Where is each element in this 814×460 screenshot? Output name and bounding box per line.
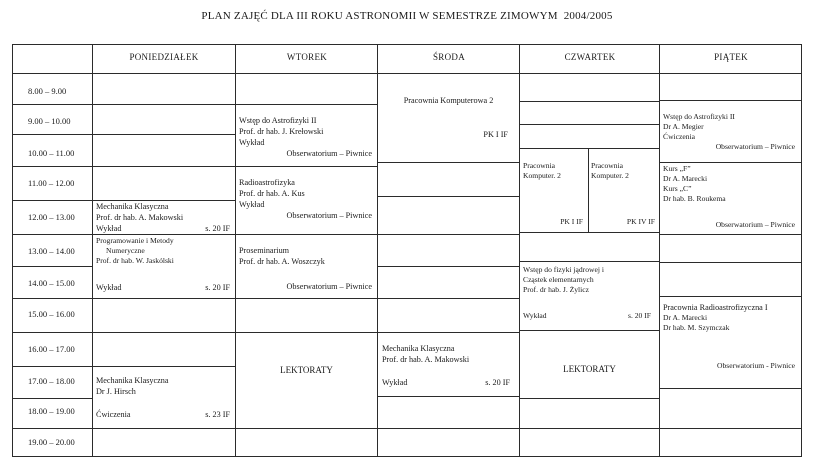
- grid-line: [235, 104, 377, 105]
- grid-line: [12, 200, 92, 201]
- grid-line: [12, 44, 802, 45]
- grid-line: [519, 44, 520, 456]
- time-slot: 10.00 – 11.00: [28, 148, 75, 158]
- grid-line: [12, 398, 92, 399]
- class-block-mon-mechanika-cwiczenia-footer: [96, 409, 232, 420]
- header-thursday: CZWARTEK: [564, 52, 616, 62]
- class-title: Pracownia: [591, 161, 624, 170]
- class-lecturer: Prof. dr hab. J. Żylicz: [523, 285, 590, 294]
- grid-line: [12, 456, 802, 457]
- class-block-tue-proseminarium: [239, 245, 374, 267]
- class-block-wed-mechanika-footer: [382, 377, 510, 388]
- class-title: Mechanika Klasyczna: [96, 376, 169, 385]
- class-block-thu-pracownia-b-room: PK IV IF: [626, 217, 655, 226]
- class-block-thu-lektoraty: LEKTORATY: [563, 364, 616, 374]
- header-wednesday: ŚRODA: [432, 52, 465, 62]
- grid-line: [377, 196, 519, 197]
- class-title: Radioastrofizyka: [239, 178, 295, 187]
- grid-line: [377, 162, 519, 163]
- time-slot: 8.00 – 9.00: [28, 86, 67, 96]
- grid-line: [519, 330, 659, 331]
- time-slot: 17.00 – 18.00: [28, 376, 75, 386]
- time-slot: 18.00 – 19.00: [28, 406, 75, 416]
- grid-line: [588, 148, 589, 232]
- class-lecturer: Dr A. Marecki: [663, 174, 708, 183]
- class-title: Wstęp do fizyki jądrowej i: [523, 265, 604, 274]
- grid-line: [12, 73, 802, 74]
- time-slot: 19.00 – 20.00: [28, 437, 75, 447]
- class-type: Wykład: [523, 311, 547, 320]
- grid-line: [659, 262, 801, 263]
- class-lecturer: Prof. dr hab. A. Woszczyk: [239, 257, 325, 266]
- class-room: s. 20 IF: [485, 378, 510, 387]
- time-slot: 11.00 – 12.00: [28, 178, 75, 188]
- class-block-thu-fizyka-jadrowa-footer: [523, 311, 651, 321]
- grid-line: [519, 261, 659, 262]
- class-block-fri-astrofizyka: [663, 112, 799, 152]
- grid-line: [659, 100, 801, 101]
- grid-line: [377, 234, 519, 235]
- grid-line: [235, 166, 377, 167]
- class-type: Wykład: [382, 378, 408, 387]
- header-monday: PONIEDZIAŁEK: [129, 52, 199, 62]
- grid-line: [519, 428, 659, 429]
- grid-line: [235, 428, 377, 429]
- class-block-mon-programowanie: [96, 236, 232, 266]
- grid-line: [92, 298, 235, 299]
- class-lecturer: Prof. dr hab. A. Kus: [239, 189, 305, 198]
- class-lecturer: Dr hab. M. Szymczak: [663, 323, 730, 332]
- class-block-thu-pracownia-a-room: PK I IF: [560, 217, 583, 226]
- class-title: Pracownia: [523, 161, 556, 170]
- grid-line: [659, 234, 801, 235]
- class-lecturer: Prof. dr hab. A. Makowski: [96, 213, 184, 222]
- grid-line: [659, 44, 660, 456]
- class-block-wed-mechanika: [382, 343, 516, 365]
- title-year: 2004/2005: [563, 10, 613, 22]
- class-title-continued: Numeryczne: [106, 246, 145, 255]
- class-title-continued: Komputer. 2: [523, 171, 561, 180]
- class-title: Proseminarium: [239, 246, 290, 255]
- class-block-thu-pracownia-a: [523, 161, 587, 181]
- grid-line: [92, 44, 93, 456]
- grid-line: [12, 332, 92, 333]
- grid-line: [12, 366, 92, 367]
- grid-line: [92, 366, 235, 367]
- grid-line: [92, 428, 235, 429]
- class-room: Obserwatorium – Piwnice: [286, 149, 372, 158]
- grid-line: [377, 298, 519, 299]
- class-block-tue-astrofizyka: [239, 115, 374, 159]
- time-slot: 12.00 – 13.00: [28, 212, 75, 222]
- class-title-continued: Cząstek elementarnych: [523, 275, 594, 284]
- grid-line: [92, 104, 235, 105]
- grid-line: [235, 298, 377, 299]
- grid-line: [519, 398, 659, 399]
- class-lecturer: Prof. dr hab. A. Makowski: [382, 355, 470, 364]
- time-slot: 16.00 – 17.00: [28, 344, 75, 354]
- class-block-mon-mechanika-wyklad: [96, 201, 232, 234]
- grid-line: [92, 134, 235, 135]
- grid-line: [12, 266, 92, 267]
- grid-line: [659, 388, 801, 389]
- grid-line: [519, 232, 659, 233]
- class-block-fri-pracownia-radio: [663, 302, 801, 333]
- grid-line: [12, 298, 92, 299]
- grid-line: [377, 266, 519, 267]
- class-title: Kurs „F”: [663, 164, 691, 173]
- grid-line: [12, 428, 92, 429]
- class-type: Wykład: [96, 283, 122, 292]
- class-block-tue-radioastrofizyka: [239, 177, 374, 221]
- class-block-mon-mechanika-cwiczenia: [96, 375, 232, 397]
- grid-line: [12, 234, 92, 235]
- grid-line: [519, 124, 659, 125]
- class-title: Mechanika Klasyczna: [96, 202, 169, 211]
- grid-line: [12, 134, 92, 135]
- class-lecturer: Prof. dr hab. J. Krełowski: [239, 127, 324, 136]
- class-type: Ćwiczenia: [663, 132, 696, 141]
- grid-line: [801, 44, 802, 456]
- grid-line: [659, 162, 801, 163]
- class-lecturer: Dr J. Hirsch: [96, 387, 136, 396]
- grid-line: [12, 166, 92, 167]
- class-room: s. 20 IF: [205, 224, 230, 233]
- class-title: Pracownia Radioastrofizyczna I: [663, 303, 768, 312]
- class-block-fri-kursy-room: Obserwatorium – Piwnice: [715, 220, 795, 229]
- time-slot: 9.00 – 10.00: [28, 116, 71, 126]
- class-block-thu-fizyka-jadrowa: [523, 265, 657, 295]
- grid-line: [92, 234, 235, 235]
- class-room: s. 20 IF: [205, 283, 230, 292]
- grid-line: [92, 166, 235, 167]
- class-block-fri-kursy: [663, 164, 799, 204]
- class-type: Wykład: [96, 224, 122, 233]
- class-type: Ćwiczenia: [96, 410, 131, 419]
- grid-line: [377, 396, 519, 397]
- class-title: Programowanie i Metody: [96, 236, 174, 245]
- class-lecturer: Dr A. Marecki: [663, 313, 708, 322]
- class-title: Kurs „C”: [663, 184, 692, 193]
- class-title: Mechanika Klasyczna: [382, 344, 455, 353]
- class-type: Wykład: [239, 138, 265, 147]
- grid-line: [519, 148, 659, 149]
- grid-line: [235, 332, 377, 333]
- grid-line: [235, 44, 236, 456]
- grid-line: [12, 104, 92, 105]
- grid-line: [659, 428, 801, 429]
- grid-line: [519, 101, 659, 102]
- class-room: s. 20 IF: [628, 311, 651, 320]
- class-title: Wstęp do Astrofizyki II: [663, 112, 735, 121]
- class-block-wed-pracownia-title: Pracownia Komputerowa 2: [403, 96, 494, 105]
- class-title-continued: Komputer. 2: [591, 171, 629, 180]
- class-title: Wstęp do Astrofizyki II: [239, 116, 317, 125]
- class-block-tue-proseminarium-room: Obserwatorium – Piwnice: [286, 282, 372, 291]
- class-room: Obserwatorium – Piwnice: [715, 142, 795, 151]
- title-main: PLAN ZAJĘĆ DLA III ROKU ASTRONOMII W SEMESTRZE ZIMOWYM: [201, 10, 558, 22]
- class-lecturer: Dr hab. B. Roukema: [663, 194, 726, 203]
- time-slot: 14.00 – 15.00: [28, 278, 75, 288]
- grid-line: [235, 234, 377, 235]
- class-type: Wykład: [239, 200, 265, 209]
- grid-line: [92, 332, 235, 333]
- grid-line: [659, 296, 801, 297]
- grid-line: [377, 332, 519, 333]
- class-room: Obserwatorium – Piwnice: [286, 211, 372, 220]
- class-lecturer: Dr A. Megier: [663, 122, 704, 131]
- page-title: [0, 10, 814, 22]
- class-lecturer: Prof. dr hab. W. Jaskólski: [96, 256, 174, 265]
- class-block-thu-pracownia-b: [591, 161, 657, 181]
- grid-line: [12, 44, 13, 456]
- header-tuesday: WTOREK: [286, 52, 328, 62]
- class-block-fri-pracownia-radio-room: Obserwatorium - Piwnice: [716, 361, 795, 370]
- class-block-wed-pracownia-room: PK I IF: [483, 130, 508, 139]
- class-block-mon-programowanie-footer: [96, 282, 232, 293]
- class-room: s. 23 IF: [205, 410, 230, 419]
- grid-line: [377, 428, 519, 429]
- class-block-tue-lektoraty: LEKTORATY: [280, 365, 333, 375]
- header-friday: PIĄTEK: [714, 52, 748, 62]
- time-slot: 13.00 – 14.00: [28, 246, 75, 256]
- time-slot: 15.00 – 16.00: [28, 309, 75, 319]
